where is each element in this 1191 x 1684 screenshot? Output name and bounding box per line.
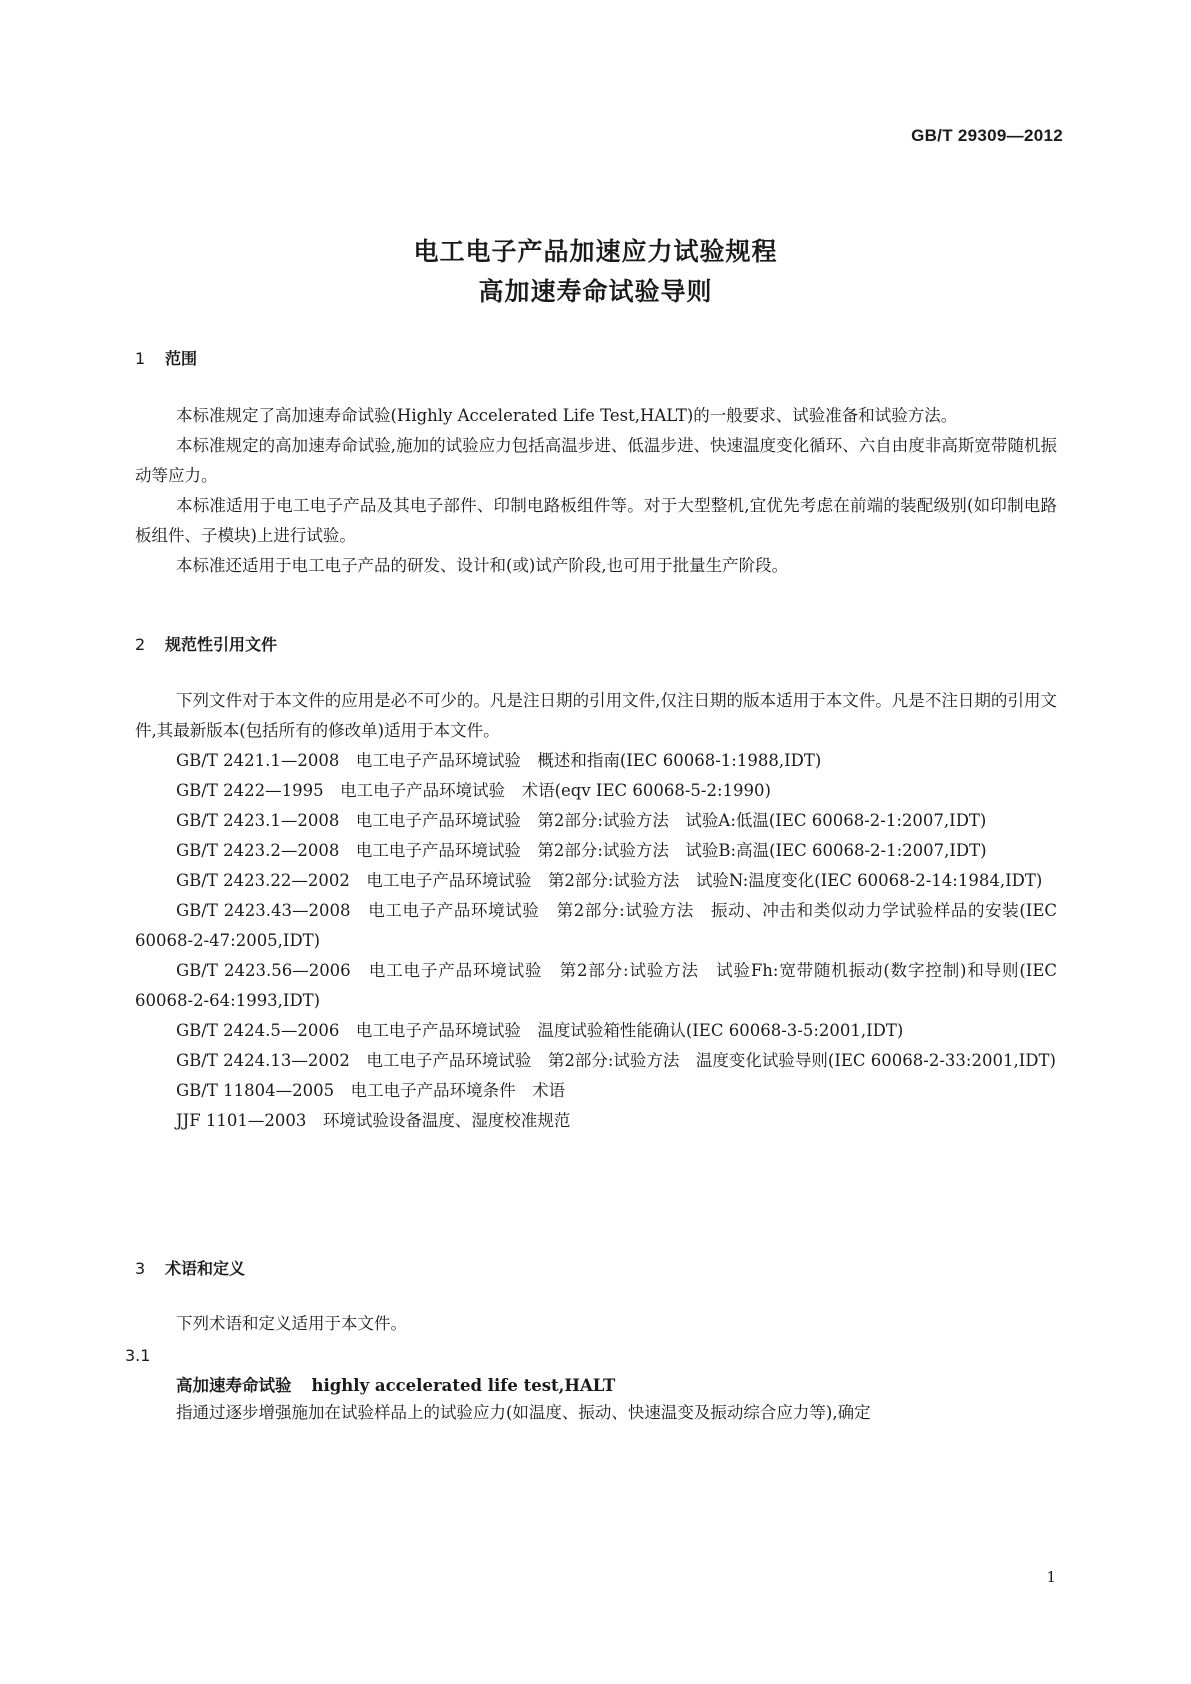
reference-item: JJF 1101—2003 环境试验设备温度、湿度校准规范 bbox=[176, 1111, 571, 1130]
section-number: 3 bbox=[135, 1259, 146, 1278]
paragraph: 本标准还适用于电工电子产品的研发、设计和(或)试产阶段,也可用于批量生产阶段。 bbox=[176, 556, 789, 575]
term-title bbox=[176, 1372, 615, 1396]
reference-item: GB/T 2423.1—2008 电工电子产品环境试验 第2部分:试验方法 试验A:低温(IEC 60068-2-1:2007,IDT) bbox=[176, 811, 987, 830]
reference-item: GB/T 2421.1—2008 电工电子产品环境试验 概述和指南(IEC 60068-1:1988,IDT) bbox=[176, 751, 822, 770]
paragraph: 本标准适用于电工电子产品及其电子部件、印制电路板组件等。对于大型整机,宜优先考虑在前端的装配级别(如印制电路板组件、子模块)上进行试验。 bbox=[135, 496, 1057, 545]
term-english: highly accelerated life test,HALT bbox=[311, 1376, 616, 1395]
section-title: 范围 bbox=[165, 349, 198, 368]
section-1-heading bbox=[135, 346, 197, 369]
section-3-intro bbox=[135, 1309, 1057, 1339]
paragraph: 下列术语和定义适用于本文件。 bbox=[176, 1314, 407, 1333]
reference-item: GB/T 2423.2—2008 电工电子产品环境试验 第2部分:试验方法 试验B:高温(IEC 60068-2-1:2007,IDT) bbox=[176, 841, 987, 860]
paragraph: 本标准规定了高加速寿命试验(Highly Accelerated Life Test,HALT)的一般要求、试验准备和试验方法。 bbox=[176, 406, 958, 425]
reference-item: GB/T 2423.43—2008 电工电子产品环境试验 第2部分:试验方法 振动、冲击和类似动力学试验样品的安装(IEC 60068-2-47:2005,IDT) bbox=[135, 901, 1057, 950]
section-3-heading bbox=[135, 1256, 245, 1279]
section-title: 术语和定义 bbox=[165, 1259, 246, 1278]
paragraph: 本标准规定的高加速寿命试验,施加的试验应力包括高温步进、低温步进、快速温度变化循环、六自由度非高斯宽带随机振动等应力。 bbox=[135, 436, 1057, 485]
reference-item: GB/T 11804—2005 电工电子产品环境条件 术语 bbox=[176, 1081, 566, 1100]
section-number: 1 bbox=[135, 349, 146, 368]
section-1-body bbox=[135, 401, 1057, 581]
page-number: 1 bbox=[1046, 1568, 1056, 1586]
section-2-body bbox=[135, 686, 1057, 1136]
term-number: 3.1 bbox=[125, 1346, 151, 1365]
reference-item: GB/T 2423.22—2002 电工电子产品环境试验 第2部分:试验方法 试验N:温度变化(IEC 60068-2-14:1984,IDT) bbox=[176, 871, 1043, 890]
term-definition-block bbox=[135, 1398, 1057, 1428]
standard-code: GB/T 29309—2012 bbox=[911, 126, 1063, 145]
section-2-heading bbox=[135, 632, 277, 655]
section-number: 2 bbox=[135, 635, 146, 654]
reference-item: GB/T 2422—1995 电工电子产品环境试验 术语(eqv IEC 60068-5-2:1990) bbox=[176, 781, 771, 800]
reference-item: GB/T 2424.13—2002 电工电子产品环境试验 第2部分:试验方法 温度变化试验导则(IEC 60068-2-33:2001,IDT) bbox=[176, 1051, 1056, 1070]
term-chinese: 高加速寿命试验 bbox=[176, 1376, 292, 1395]
reference-item: GB/T 2424.5—2006 电工电子产品环境试验 温度试验箱性能确认(IEC 60068-3-5:2001,IDT) bbox=[176, 1021, 904, 1040]
term-definition: 指通过逐步增强施加在试验样品上的试验应力(如温度、振动、快速温变及振动综合应力等),确定 bbox=[176, 1403, 871, 1422]
reference-item: GB/T 2423.56—2006 电工电子产品环境试验 第2部分:试验方法 试验Fh:宽带随机振动(数字控制)和导则(IEC 60068-2-64:1993,IDT) bbox=[135, 961, 1057, 1010]
section-title: 规范性引用文件 bbox=[165, 635, 278, 654]
document-title-line1: 电工电子产品加速应力试验规程 bbox=[413, 237, 778, 266]
paragraph: 下列文件对于本文件的应用是必不可少的。凡是注日期的引用文件,仅注日期的版本适用于本文件。凡是不注日期的引用文件,其最新版本(包括所有的修改单)适用于本文件。 bbox=[135, 691, 1057, 740]
document-title-line2: 高加速寿命试验导则 bbox=[478, 277, 713, 306]
